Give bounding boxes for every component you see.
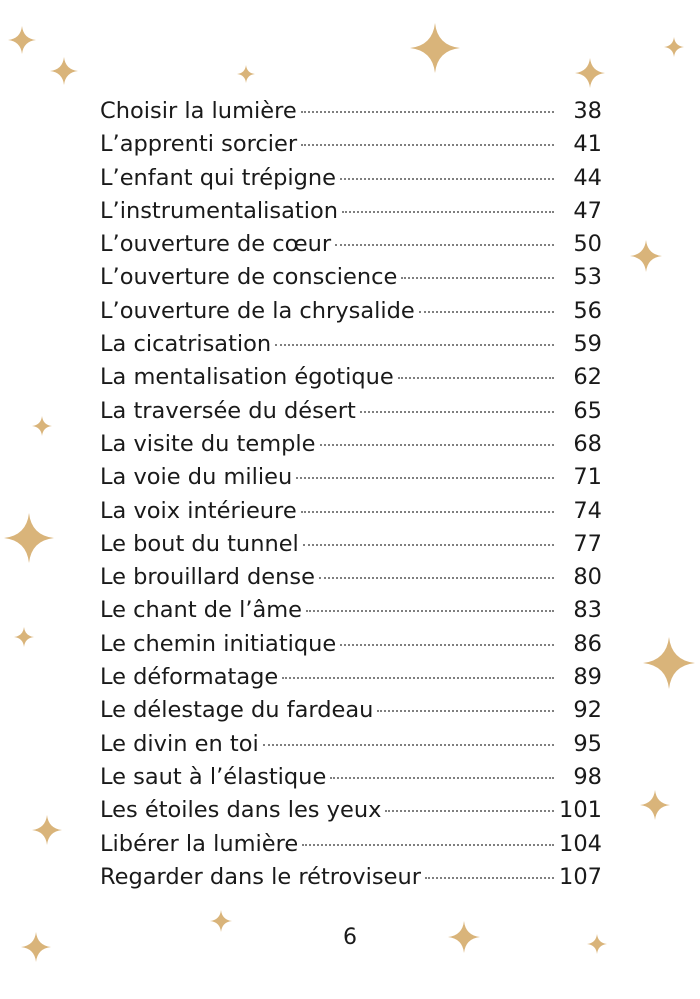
- toc-entry-title: Choisir la lumière: [100, 98, 297, 124]
- toc-entry-page-number: 107: [559, 863, 602, 890]
- toc-entry: [100, 564, 602, 597]
- toc-entry: [100, 531, 602, 564]
- toc-entry-page-number: 62: [573, 364, 602, 391]
- toc-entry-title: Les étoiles dans les yeux: [100, 797, 382, 824]
- toc-entry-page-number: 89: [573, 664, 602, 691]
- toc-entry-title: La cicatrisation: [100, 331, 272, 358]
- toc-entry: [100, 831, 602, 864]
- toc-entry-title: Le chemin initiatique: [100, 630, 337, 657]
- toc-entry: [100, 631, 602, 664]
- dot-leader: [342, 211, 554, 213]
- sparkle-star-icon: [14, 627, 34, 647]
- toc-entry-page-number: 80: [573, 564, 602, 591]
- sparkle-star-icon: [643, 637, 695, 689]
- toc-entry-page-number: 53: [573, 264, 602, 291]
- toc-entry-title: L’apprenti sorcier: [100, 131, 298, 158]
- toc-entry: [100, 298, 602, 331]
- dot-leader: [301, 511, 554, 513]
- dot-leader: [340, 644, 554, 646]
- dot-leader: [377, 710, 554, 712]
- dot-leader: [319, 577, 554, 579]
- sparkle-star-icon: [4, 513, 54, 563]
- toc-entry: [100, 864, 602, 897]
- toc-entry: [100, 597, 602, 630]
- toc-entry: [100, 98, 602, 131]
- sparkle-star-icon: [8, 26, 36, 54]
- dot-leader: [263, 744, 554, 746]
- dot-leader: [296, 477, 554, 479]
- toc-entry-title: L’ouverture de la chrysalide: [100, 297, 415, 324]
- toc-entry: [100, 664, 602, 697]
- toc-entry-page-number: 86: [573, 630, 602, 657]
- dot-leader: [320, 444, 555, 446]
- toc-entry-page-number: 98: [573, 763, 602, 790]
- table-of-contents: [100, 98, 602, 897]
- toc-entry-title: Le brouillard dense: [100, 564, 315, 591]
- sparkle-star-icon: [664, 37, 684, 57]
- toc-entry: [100, 464, 602, 497]
- toc-entry-title: Le délestage du fardeau: [100, 697, 374, 724]
- sparkle-star-icon: [50, 57, 78, 85]
- dot-leader: [425, 877, 554, 879]
- dot-leader: [335, 244, 554, 246]
- toc-entry: [100, 231, 602, 264]
- dot-leader: [419, 311, 554, 313]
- sparkle-star-icon: [32, 416, 52, 436]
- page-number: 6: [343, 925, 357, 950]
- sparkle-star-icon: [575, 58, 605, 88]
- toc-entry-page-number: 95: [573, 730, 602, 757]
- toc-entry: [100, 264, 602, 297]
- toc-entry-title: L’ouverture de cœur: [100, 231, 332, 258]
- toc-entry-title: La voie du milieu: [100, 464, 293, 491]
- toc-entry-page-number: 44: [573, 164, 602, 191]
- toc-entry: [100, 198, 602, 231]
- toc-entry: [100, 697, 602, 730]
- toc-entry-title: L’instrumentalisation: [100, 197, 338, 224]
- toc-entry-title: Le chant de l’âme: [100, 597, 303, 624]
- toc-entry: [100, 797, 602, 830]
- toc-entry-page-number: 101: [559, 797, 602, 824]
- toc-entry-title: L’ouverture de conscience: [100, 264, 398, 291]
- dot-leader: [275, 344, 554, 346]
- toc-entry-page-number: 83: [573, 597, 602, 624]
- sparkle-star-icon: [410, 23, 460, 73]
- toc-entry-title: Le divin en toi: [100, 730, 259, 757]
- toc-entry-title: Libérer la lumière: [100, 830, 299, 857]
- dot-leader: [306, 610, 554, 612]
- sparkle-star-icon: [640, 790, 670, 820]
- toc-entry-title: Regarder dans le rétroviseur: [100, 863, 421, 890]
- toc-entry: [100, 331, 602, 364]
- dot-leader: [302, 844, 554, 846]
- dot-leader: [282, 677, 554, 679]
- toc-entry-page-number: 50: [573, 231, 602, 258]
- toc-entry: [100, 131, 602, 164]
- dot-leader: [301, 111, 554, 113]
- toc-entry-title: La visite du temple: [100, 430, 316, 457]
- sparkle-star-icon: [237, 65, 255, 83]
- sparkle-star-icon: [32, 815, 62, 845]
- toc-entry-page-number: 92: [573, 697, 602, 724]
- toc-entry-page-number: 38: [573, 98, 602, 124]
- toc-entry: [100, 165, 602, 198]
- sparkle-star-icon: [630, 240, 662, 272]
- toc-entry-page-number: 74: [573, 497, 602, 524]
- toc-entry-title: La traversée du désert: [100, 397, 356, 424]
- toc-entry: [100, 431, 602, 464]
- toc-entry-title: Le saut à l’élastique: [100, 763, 327, 790]
- toc-entry: [100, 731, 602, 764]
- toc-entry-page-number: 59: [573, 331, 602, 358]
- toc-entry-page-number: 104: [559, 830, 602, 857]
- dot-leader: [385, 810, 554, 812]
- dot-leader: [398, 377, 554, 379]
- toc-entry-page-number: 65: [573, 397, 602, 424]
- toc-entry: [100, 398, 602, 431]
- toc-entry: [100, 764, 602, 797]
- toc-entry-page-number: 68: [573, 430, 602, 457]
- toc-entry: [100, 364, 602, 397]
- toc-entry-title: La voix intérieure: [100, 497, 297, 524]
- toc-entry-page-number: 47: [573, 197, 602, 224]
- dot-leader: [301, 144, 554, 146]
- toc-entry-title: La mentalisation égotique: [100, 364, 394, 391]
- dot-leader: [330, 777, 554, 779]
- dot-leader: [303, 544, 554, 546]
- toc-entry-title: L’enfant qui trépigne: [100, 164, 337, 191]
- dot-leader: [360, 411, 554, 413]
- toc-entry-title: Le bout du tunnel: [100, 530, 299, 557]
- dot-leader: [401, 277, 554, 279]
- toc-entry-page-number: 71: [573, 464, 602, 491]
- toc-entry-page-number: 77: [573, 530, 602, 557]
- toc-entry-title: Le déformatage: [100, 664, 279, 691]
- toc-entry-page-number: 41: [573, 131, 602, 158]
- dot-leader: [340, 178, 554, 180]
- toc-entry-page-number: 56: [573, 297, 602, 324]
- toc-entry: [100, 498, 602, 531]
